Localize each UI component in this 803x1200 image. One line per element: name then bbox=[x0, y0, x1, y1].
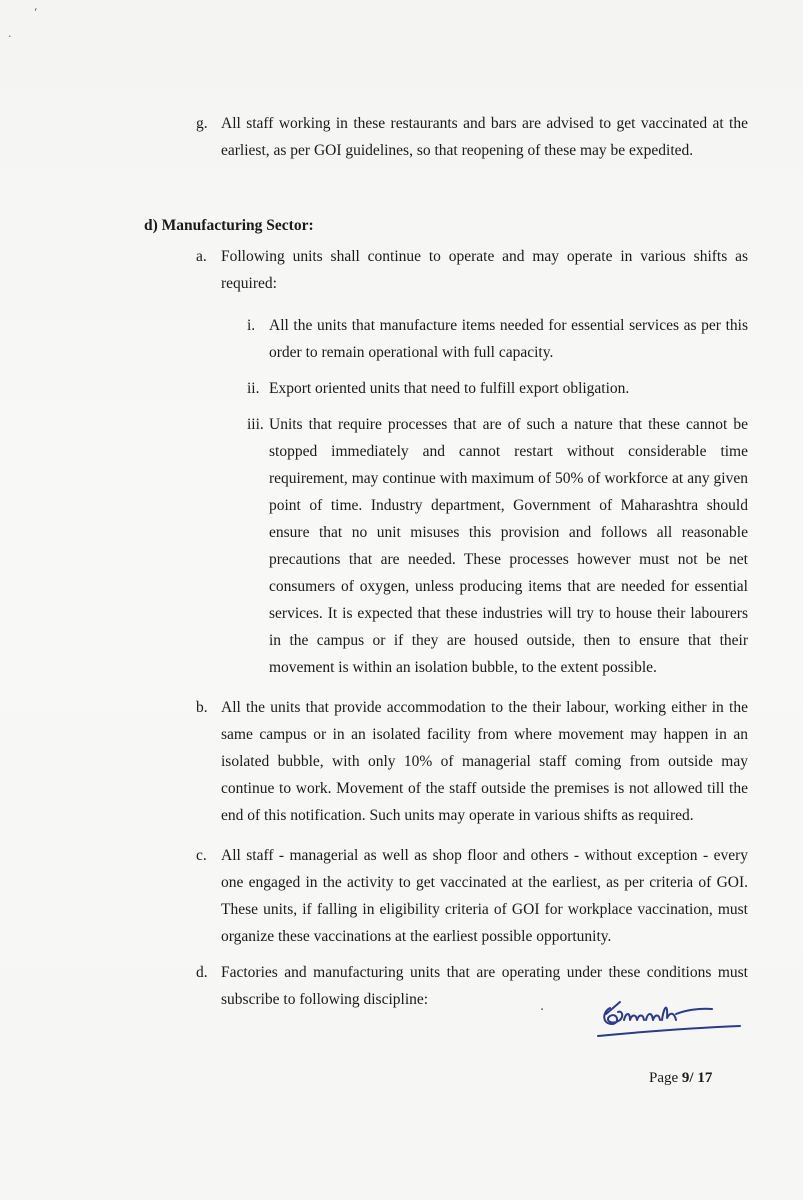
ink-dot: · bbox=[540, 1003, 545, 1018]
section-heading-manufacturing: d) Manufacturing Sector: bbox=[144, 217, 314, 234]
signature-image bbox=[590, 990, 750, 1045]
subitem-ii-text: Export oriented units that need to fulfill export obligation. bbox=[269, 380, 630, 397]
item-a-text: Following units shall continue to operate and may operate in various shifts as required: bbox=[221, 248, 748, 292]
item-d-text: Factories and manufacturing units that are operating under these conditions must subscribe to following discipline: bbox=[221, 964, 748, 1008]
subitem-label-iii: iii. bbox=[247, 416, 264, 433]
item-g-text: All staff working in these restaurants and bars are advised to get vaccinated at the earliest, as per GOI guidelines, so that reopening of these may be expedited. bbox=[221, 115, 748, 159]
page-number-value: 9/ 17 bbox=[681, 1070, 713, 1086]
subitem-i-text: All the units that manufacture items needed for essential services as per this order to remain operational with full capacity. bbox=[269, 317, 748, 361]
subitem-label-ii: ii. bbox=[247, 380, 260, 397]
subitem-label-i: i. bbox=[247, 317, 256, 334]
item-label-a: a. bbox=[196, 248, 207, 265]
item-label-b: b. bbox=[196, 699, 208, 716]
item-c-text: All staff - managerial as well as shop floor and others - without exception - every one engaged in the activity to get vaccinated at the earliest, as per criteria of GOI. These units, if falling in eligibility criteria of GOI for workplace vaccination, must organize these vaccinations at the earliest possible opportunity. bbox=[221, 847, 748, 945]
subitem-iii-text: Units that require processes that are of such a nature that these cannot be stopped immediately and cannot restart without considerable time requirement, may continue with maximum of 50% of workforce at any given point of time. Industry department, Government of Maharashtra should ensure that no unit misuses this provision and follows all reasonable precautions that are needed. These processes however must not be net consumers of oxygen, unless producing items that are needed for essential services. It is expected that these industries will try to house their labourers in the campus or if they are housed outside, then to ensure that their movement is within an isolation bubble, to the extent possible. bbox=[269, 416, 748, 676]
item-b-text: All the units that provide accommodation to the their labour, working either in the same campus or in an isolated facility from where movement may happen in an isolated bubble, with only 10% of managerial staff coming from outside may continue to work. Movement of the staff outside the premises is not allowed till the end of this notification. Such units may operate in various shifts as required. bbox=[221, 699, 748, 824]
scan-mark: ‘ bbox=[34, 6, 38, 19]
item-label-c: c. bbox=[196, 847, 207, 864]
item-label-g: g. bbox=[196, 115, 208, 132]
scan-mark: · bbox=[8, 30, 12, 43]
page-number bbox=[649, 1070, 712, 1087]
item-label-d: d. bbox=[196, 964, 208, 981]
page-number-prefix: Page bbox=[649, 1070, 682, 1086]
